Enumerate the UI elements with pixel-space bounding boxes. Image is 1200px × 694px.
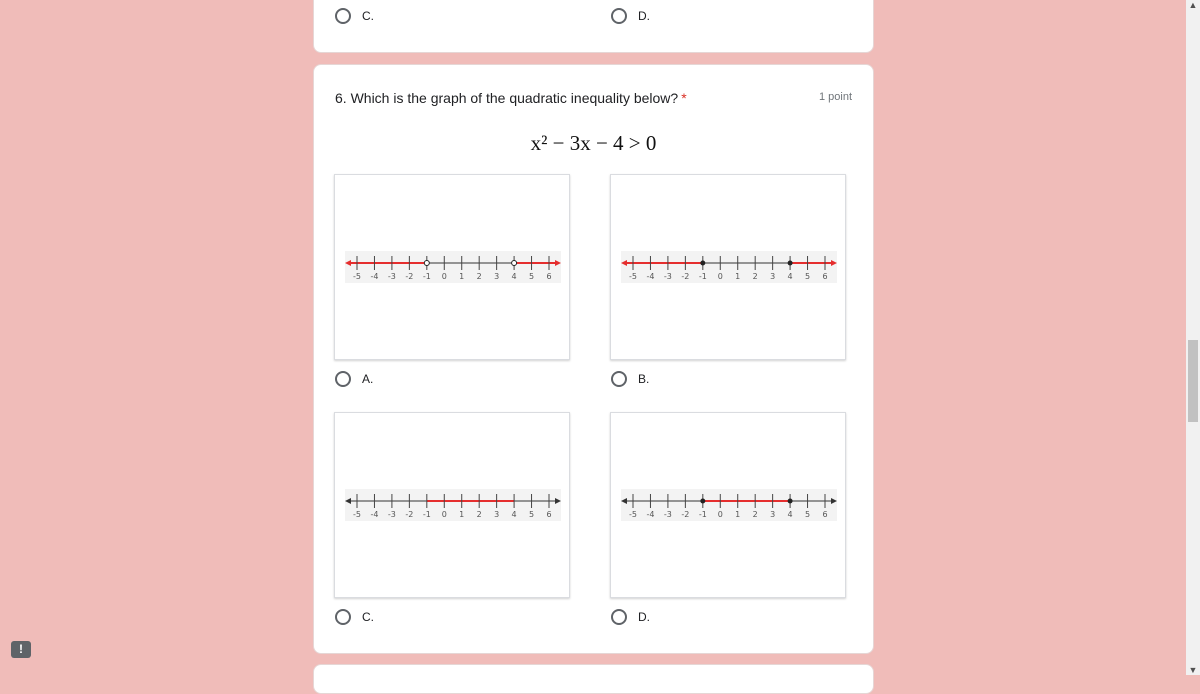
report-feedback-icon[interactable]: ! [11,641,31,658]
option-c[interactable]: C. [335,609,374,625]
tick-label: -4 [646,272,655,281]
option-a-image [334,174,570,360]
tick-label: 5 [804,272,811,281]
tick-label: 4 [511,510,517,519]
tick-label: -4 [646,510,655,519]
option-b[interactable]: B. [611,371,649,387]
previous-question-card [313,0,874,53]
tick-label: 0 [717,510,723,519]
tick-label: 2 [752,272,758,281]
tick-label: -5 [353,510,361,519]
tick-label: -3 [387,272,396,281]
tick-label: -1 [698,510,707,519]
tick-label: 6 [546,510,552,519]
tick-label: -3 [663,272,672,281]
tick-label: -5 [629,272,637,281]
tick-label: 3 [494,272,500,281]
endpoint-open-dot [512,261,517,266]
tick-label: 0 [441,272,447,281]
next-question-card [313,664,874,694]
radio-button[interactable] [611,8,627,24]
number-line-d [611,413,847,599]
option-c-image [334,412,570,598]
tick-label: 3 [494,510,500,519]
tick-label: 1 [735,510,741,519]
number-line-b [611,175,847,361]
option-c-prev[interactable]: C. [335,8,374,24]
option-d-image [610,412,846,598]
number-line-c [335,413,571,599]
tick-label: 3 [770,510,776,519]
required-marker: * [681,90,687,106]
tick-label: 0 [441,510,447,519]
option-a[interactable]: A. [335,371,373,387]
tick-label: -4 [370,272,379,281]
tick-label: 5 [528,510,535,519]
tick-label: 0 [717,272,723,281]
tick-label: -2 [405,510,414,519]
option-d-prev[interactable]: D. [611,8,650,24]
radio-button[interactable] [335,371,351,387]
tick-label: 1 [735,272,741,281]
question-title: 6. Which is the graph of the quadratic inequality below? * [335,90,687,106]
scroll-thumb[interactable] [1188,340,1198,422]
tick-label: -4 [370,510,379,519]
question-card [313,64,874,654]
tick-label: 5 [804,510,811,519]
tick-label: 1 [459,272,465,281]
endpoint-dot [788,261,793,266]
scroll-down-icon[interactable]: ▼ [1188,665,1198,675]
number-line-a [335,175,571,361]
tick-label: -3 [663,510,672,519]
tick-label: -2 [681,272,690,281]
tick-label: 2 [476,510,482,519]
radio-button[interactable] [611,609,627,625]
endpoint-dot [700,499,705,504]
endpoint-dot [700,261,705,266]
tick-label: -1 [422,510,431,519]
tick-label: -1 [422,272,431,281]
option-d[interactable]: D. [611,609,650,625]
tick-label: -2 [405,272,414,281]
tick-label: 2 [476,272,482,281]
tick-label: -5 [629,510,637,519]
endpoint-open-dot [424,261,429,266]
radio-button[interactable] [335,8,351,24]
tick-label: 1 [459,510,465,519]
tick-label: 4 [511,272,517,281]
radio-button[interactable] [611,371,627,387]
tick-label: 6 [546,272,552,281]
scrollbar[interactable] [1186,0,1200,675]
tick-label: 3 [770,272,776,281]
tick-label: 4 [787,510,793,519]
scroll-up-icon[interactable]: ▲ [1188,0,1198,10]
tick-label: 2 [752,510,758,519]
tick-label: -5 [353,272,361,281]
tick-label: 6 [822,272,828,281]
endpoint-dot [788,499,793,504]
points-label: 1 point [818,91,852,103]
tick-label: 6 [822,510,828,519]
tick-label: -1 [698,272,707,281]
tick-label: 5 [528,272,535,281]
tick-label: 4 [787,272,793,281]
inequality-formula: x² − 3x − 4 > 0 [530,131,657,155]
option-b-image [610,174,846,360]
tick-label: -2 [681,510,690,519]
tick-label: -3 [387,510,396,519]
radio-button[interactable] [335,609,351,625]
